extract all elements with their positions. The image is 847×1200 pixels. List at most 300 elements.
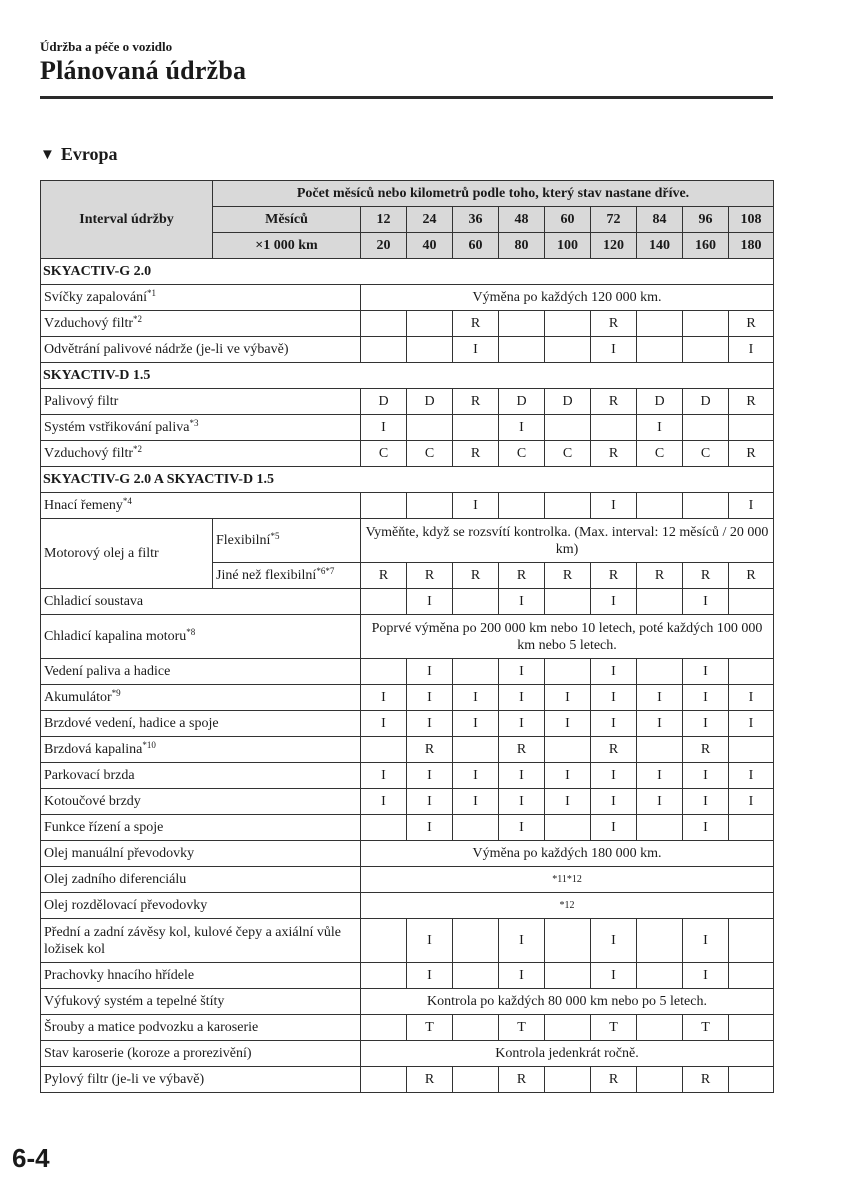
row-label [41,389,361,415]
row-label [41,441,361,467]
row-label [41,285,361,311]
row-label [41,685,361,711]
schedule-cell [545,659,591,685]
schedule-cell [361,1015,407,1041]
footnote-ref: *2 [133,444,143,454]
row-label [41,841,361,867]
schedule-cell [545,493,591,519]
schedule-cell [361,311,407,337]
row-label [41,737,361,763]
schedule-cell: R [591,1067,637,1093]
table-row [41,763,774,789]
schedule-cell: R [591,311,637,337]
row-label-text: Funkce řízení a spoje [44,820,164,835]
schedule-cell [545,919,591,963]
schedule-cell: C [545,441,591,467]
table-row [41,285,774,311]
row-label [41,1067,361,1093]
km-cell: 160 [683,233,729,259]
schedule-cell [637,493,683,519]
table-row [41,685,774,711]
schedule-cell: I [407,963,453,989]
months-cell: 12 [361,207,407,233]
schedule-cell: I [499,659,545,685]
table-row [41,711,774,737]
schedule-cell [545,815,591,841]
schedule-cell [637,311,683,337]
row-label-text: Chladicí soustava [44,594,144,609]
km-cell: 120 [591,233,637,259]
schedule-cell [361,963,407,989]
schedule-cell: R [683,737,729,763]
schedule-cell: I [499,815,545,841]
schedule-cell [545,589,591,615]
schedule-cell: I [683,763,729,789]
table-row [41,415,774,441]
months-cell: 48 [499,207,545,233]
footnote-ref: *6*7 [316,566,335,576]
schedule-cell: I [361,711,407,737]
schedule-cell: R [499,737,545,763]
row-label [41,867,361,893]
schedule-cell: R [683,1067,729,1093]
schedule-cell [545,963,591,989]
schedule-cell: I [683,659,729,685]
schedule-cell: D [637,389,683,415]
schedule-cell [453,919,499,963]
row-label [41,615,361,659]
schedule-cell: I [591,919,637,963]
schedule-cell [637,737,683,763]
km-cell: 60 [453,233,499,259]
row-label [41,963,361,989]
schedule-cell [591,415,637,441]
schedule-cell: I [729,493,774,519]
schedule-cell: I [453,493,499,519]
row-label-text: Prachovky hnacího hřídele [44,968,195,983]
schedule-cell: I [499,919,545,963]
row-label-text: Odvětrání palivové nádrže (je-li ve výbavě) [44,342,289,357]
schedule-cell: I [637,711,683,737]
table-row [41,919,774,963]
schedule-cell [729,919,774,963]
row-label-text: Výfukový systém a tepelné štíty [44,994,225,1009]
schedule-cell [637,1067,683,1093]
schedule-cell [361,493,407,519]
schedule-cell: R [499,1067,545,1093]
section-label: Údržba a péče o vozidlo [40,39,173,54]
schedule-cell: I [545,789,591,815]
schedule-cell [683,493,729,519]
footnote-ref: *5 [270,531,280,541]
schedule-cell: I [499,711,545,737]
schedule-cell [545,311,591,337]
schedule-cell [407,311,453,337]
row-label [41,589,361,615]
schedule-cell [683,337,729,363]
schedule-cell: I [499,963,545,989]
schedule-cell [637,659,683,685]
schedule-cell: R [729,563,774,589]
km-cell: 20 [361,233,407,259]
schedule-cell: I [499,685,545,711]
schedule-cell: C [683,441,729,467]
schedule-cell: I [591,659,637,685]
maintenance-schedule-table [40,180,774,1093]
schedule-cell: R [637,563,683,589]
group-header: SKYACTIV-G 2.0 A SKYACTIV-D 1.5 [41,467,774,493]
schedule-cell: I [729,685,774,711]
schedule-cell: I [407,685,453,711]
footnote-ref: *8 [186,627,196,637]
schedule-cell: I [591,763,637,789]
schedule-cell [453,737,499,763]
schedule-cell [453,589,499,615]
table-row [41,893,774,919]
row-label-text: Přední a zadní závěsy kol, kulové čepy a axiální vůle ložisek kol [44,924,342,957]
schedule-cell: I [591,685,637,711]
row-label [41,711,361,737]
footnote-ref: *2 [133,314,143,324]
row-label [41,789,361,815]
table-row [41,1041,774,1067]
schedule-cell: I [729,763,774,789]
table-row [41,389,774,415]
schedule-cell [361,589,407,615]
schedule-cell: I [637,415,683,441]
schedule-cell: I [683,711,729,737]
group-header-row [41,259,774,285]
schedule-cell [683,415,729,441]
schedule-cell: I [683,963,729,989]
footnote-ref: *10 [142,740,156,750]
schedule-cell [637,919,683,963]
row-label [41,1015,361,1041]
schedule-cell [361,1067,407,1093]
schedule-cell [729,659,774,685]
schedule-cell: R [545,563,591,589]
span-value: Vyměňte, když se rozsvítí kontrolka. (Max. interval: 12 měsíců / 20 000 km) [361,519,774,563]
sub-label [213,563,361,589]
schedule-cell [453,963,499,989]
schedule-cell: I [499,589,545,615]
schedule-cell [729,1067,774,1093]
schedule-cell [361,737,407,763]
schedule-cell: I [407,659,453,685]
row-label-text: Šrouby a matice podvozku a karoserie [44,1020,259,1035]
schedule-cell: I [499,415,545,441]
row-label [41,311,361,337]
row-label [41,337,361,363]
row-label-text: Vedení paliva a hadice [44,664,171,679]
span-value: Výměna po každých 180 000 km. [361,841,774,867]
schedule-cell: R [499,563,545,589]
months-label: Měsíců [213,207,361,233]
schedule-cell: I [453,763,499,789]
schedule-cell [729,589,774,615]
table-row [41,659,774,685]
months-cell: 96 [683,207,729,233]
km-cell: 40 [407,233,453,259]
table-row [41,311,774,337]
row-label-text: Motorový olej a filtr [44,546,159,561]
schedule-cell [453,415,499,441]
row-label-text: Hnací řemeny [44,498,123,513]
group-header-row [41,467,774,493]
sub-label-text: Flexibilní [216,533,271,548]
schedule-cell [499,493,545,519]
group-header: SKYACTIV-G 2.0 [41,259,774,285]
row-label-text: Akumulátor [44,690,112,705]
footnote-ref: *1 [147,288,157,298]
schedule-cell: C [499,441,545,467]
schedule-cell: I [729,337,774,363]
schedule-cell: I [361,789,407,815]
region-heading [40,144,118,165]
row-label-text: Vzduchový filtr [44,316,134,331]
schedule-body [41,259,774,1093]
schedule-cell: I [453,337,499,363]
schedule-cell [407,493,453,519]
row-label [41,493,361,519]
row-label [41,415,361,441]
schedule-cell: R [407,1067,453,1093]
schedule-cell [453,1067,499,1093]
schedule-cell [545,737,591,763]
schedule-cell: I [683,685,729,711]
schedule-cell: I [545,711,591,737]
schedule-cell: R [407,737,453,763]
table-row [41,963,774,989]
schedule-cell: D [407,389,453,415]
table-row [41,519,774,563]
schedule-cell: I [729,789,774,815]
page-number: 6-4 [12,1143,50,1173]
schedule-cell [637,337,683,363]
table-row [41,737,774,763]
schedule-cell [407,415,453,441]
schedule-cell [545,415,591,441]
row-label-text: Vzduchový filtr [44,446,134,461]
schedule-cell: R [729,389,774,415]
schedule-cell [361,815,407,841]
footnote-ref: *3 [189,418,199,428]
row-label [41,815,361,841]
sub-label-text: Jiné než flexibilní [216,568,317,583]
schedule-cell: R [729,311,774,337]
schedule-cell: I [683,589,729,615]
group-header: SKYACTIV-D 1.5 [41,363,774,389]
schedule-cell [361,337,407,363]
schedule-cell: C [407,441,453,467]
schedule-cell: I [361,685,407,711]
schedule-cell: I [407,589,453,615]
schedule-cell: R [591,563,637,589]
schedule-cell: R [683,563,729,589]
km-cell: 180 [729,233,774,259]
schedule-cell: I [637,685,683,711]
schedule-cell: I [729,711,774,737]
schedule-cell [453,815,499,841]
schedule-cell: T [407,1015,453,1041]
km-cell: 80 [499,233,545,259]
footnote-ref: *9 [111,688,121,698]
schedule-cell: T [683,1015,729,1041]
schedule-cell: D [545,389,591,415]
months-cell: 72 [591,207,637,233]
schedule-cell: I [453,711,499,737]
schedule-cell: R [361,563,407,589]
row-label [41,763,361,789]
table-row [41,615,774,659]
months-cell: 36 [453,207,499,233]
region-label: Evropa [60,144,118,164]
schedule-cell: I [407,919,453,963]
schedule-cell: I [407,815,453,841]
schedule-cell [545,1015,591,1041]
months-cell: 84 [637,207,683,233]
row-label [41,519,213,589]
table-row [41,493,774,519]
row-label-text: Chladicí kapalina motoru [44,629,187,644]
schedule-cell: I [591,815,637,841]
schedule-cell: R [591,441,637,467]
span-value: Kontrola po každých 80 000 km nebo po 5 letech. [361,989,774,1015]
schedule-cell: R [453,311,499,337]
schedule-cell [729,963,774,989]
schedule-cell: C [637,441,683,467]
sub-label [213,519,361,563]
schedule-cell: R [453,441,499,467]
row-label-text: Olej rozdělovací převodovky [44,898,208,913]
schedule-cell [729,1015,774,1041]
row-label-text: Palivový filtr [44,394,119,409]
schedule-cell: I [453,685,499,711]
schedule-cell [637,589,683,615]
table-row [41,1015,774,1041]
schedule-cell [729,415,774,441]
row-label [41,1041,361,1067]
schedule-cell: I [407,763,453,789]
schedule-cell [361,659,407,685]
schedule-cell: I [499,763,545,789]
schedule-cell [453,659,499,685]
span-value: Kontrola jedenkrát ročně. [361,1041,774,1067]
table-row [41,589,774,615]
schedule-cell: R [453,563,499,589]
group-header-row [41,363,774,389]
km-cell: 140 [637,233,683,259]
row-label-text: Parkovací brzda [44,768,135,783]
row-label-text: Pylový filtr (je-li ve výbavě) [44,1072,205,1087]
row-label-text: Olej manuální převodovky [44,846,195,861]
months-cell: 24 [407,207,453,233]
schedule-cell [729,815,774,841]
triangle-down-icon: ▼ [40,147,55,163]
schedule-cell [545,337,591,363]
schedule-cell [499,337,545,363]
schedule-cell: I [361,415,407,441]
schedule-cell: D [499,389,545,415]
schedule-cell: R [591,737,637,763]
schedule-cell: R [729,441,774,467]
row-label-text: Brzdové vedení, hadice a spoje [44,716,219,731]
schedule-cell: R [407,563,453,589]
title-divider [40,96,773,99]
schedule-cell: I [591,589,637,615]
months-cell: 108 [729,207,774,233]
schedule-cell: I [453,789,499,815]
schedule-cell [453,1015,499,1041]
table-row [41,441,774,467]
row-label-text: Kotoučové brzdy [44,794,141,809]
schedule-cell: I [683,815,729,841]
table-row [41,867,774,893]
schedule-cell: I [683,919,729,963]
schedule-cell [729,737,774,763]
page-title: Plánovaná údržba [40,56,247,85]
schedule-cell [637,963,683,989]
schedule-cell: I [591,963,637,989]
schedule-cell: I [591,789,637,815]
schedule-cell: I [545,763,591,789]
schedule-cell [407,337,453,363]
table-row [41,841,774,867]
row-label-text: Systém vstřikování paliva [44,420,190,435]
schedule-cell [637,815,683,841]
schedule-cell: I [683,789,729,815]
span-value: *11*12 [361,867,774,893]
span-value: *12 [361,893,774,919]
schedule-cell: I [591,337,637,363]
table-row [41,789,774,815]
schedule-cell: T [591,1015,637,1041]
schedule-cell: I [637,763,683,789]
table-row [41,1067,774,1093]
span-value: Poprvé výměna po 200 000 km nebo 10 letech, poté každých 100 000 km nebo 5 letech. [361,615,774,659]
schedule-cell [361,919,407,963]
schedule-cell: D [683,389,729,415]
row-label [41,989,361,1015]
schedule-cell: I [637,789,683,815]
schedule-cell: I [407,711,453,737]
schedule-cell: T [499,1015,545,1041]
row-label-text: Olej zadního diferenciálu [44,872,187,887]
span-value: Výměna po každých 120 000 km. [361,285,774,311]
row-label [41,659,361,685]
schedule-cell: C [361,441,407,467]
months-cell: 60 [545,207,591,233]
table-row [41,989,774,1015]
schedule-cell [545,1067,591,1093]
interval-span-header: Počet měsíců nebo kilometrů podle toho, který stav nastane dříve. [213,181,774,207]
schedule-cell: R [591,389,637,415]
row-label-text: Stav karoserie (koroze a prorezivění) [44,1046,252,1061]
row-label [41,893,361,919]
km-label: ×1 000 km [213,233,361,259]
schedule-cell: D [361,389,407,415]
row-label-text: Svíčky zapalování [44,290,148,305]
schedule-cell: I [361,763,407,789]
schedule-cell [683,311,729,337]
table-row [41,337,774,363]
km-cell: 100 [545,233,591,259]
schedule-cell: I [545,685,591,711]
schedule-cell: I [591,493,637,519]
schedule-cell: I [407,789,453,815]
schedule-cell: R [453,389,499,415]
interval-header: Interval údržby [41,181,213,259]
